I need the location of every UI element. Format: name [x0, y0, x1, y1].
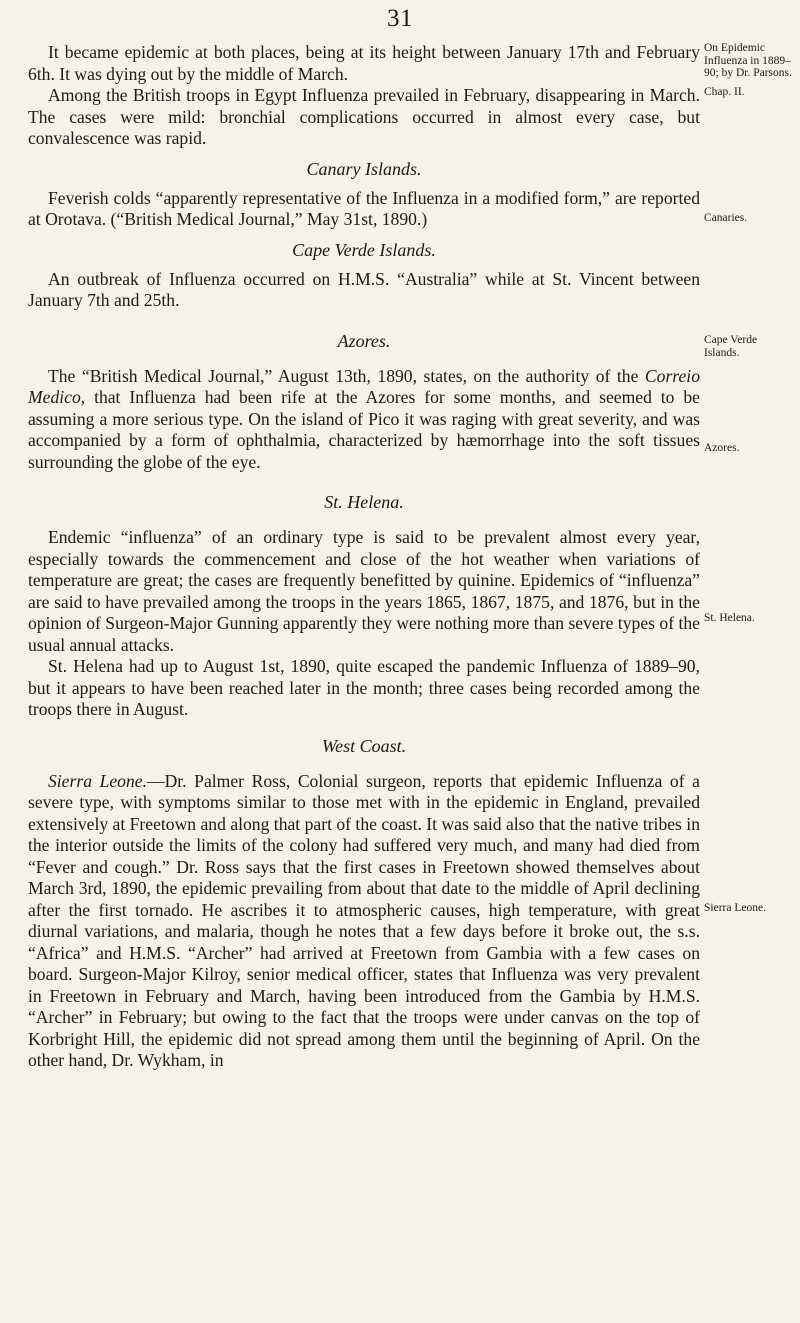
margin-note-canaries: Canaries. [704, 212, 748, 224]
page-number: 31 [387, 5, 413, 32]
cape-verde-paragraph: An outbreak of Influenza occurred on H.M.S. “Australia” while at St. Vincent between January 7th and 25th. [28, 268, 700, 310]
heading-west-coast: West Coast. [321, 735, 407, 756]
intro-paragraph-2: Among the British troops in Egypt Influenza prevailed in February, disappearing in March. The cases were mild: bronchial complications occurred in almost every case, but convalescence was rapid. [28, 85, 700, 148]
canary-paragraph: Feverish colds “apparently representative of the Influenza in a modified form,” are reported at Orotava. (“British Medical Journal,” May 31st, 1890.) [28, 187, 700, 229]
intro-paragraph-1: It became epidemic at both places, being at its height between January 17th and February 6th. It was dying out by the middle of March. [28, 42, 700, 84]
azores-text-b: that Influenza had been rife at the Azores for some months, and seemed to be assuming a more serious type. On the island of Pico it was raging with great severity, and was accompanied by a form of ophthalmia, characterized by hæmorrhage into the soft tissues surrounding the globe of the eye. [28, 387, 700, 472]
margin-note-azores: Azores. [704, 442, 740, 454]
sierra-leone-paragraph [28, 771, 700, 1072]
margin-note-epidemic: On Epidemic Influenza in 1889–90; by Dr. Parsons. [704, 42, 792, 79]
sierra-leone-text: —Dr. Palmer Ross, Colonial surgeon, reports that epidemic Influenza of a severe type, with symptoms similar to those met with in the epidemic in England, prevailed extensively at Freetown and along that part of the coast. It was said also that the native tribes in the interior outside the limits of the colony had suffered very much, and many had died from “Fever and cough.” Dr. Ross says that the first cases in Freetown showed themselves about March 3rd, 1890, the epidemic prevailing from about that date to the middle of April declining after the first tornado. He ascribes it to atmospheric causes, high temperature, with great diurnal variations, and malaria, though he notes that a few days before it broke out, the s.s. “Africa” and H.M.S. “Archer” had arrived at Freetown from Gambia with a few cases on board. Surgeon-Major Kilroy, senior medical officer, states that Influenza was very prevalent in Freetown in February and March, having been introduced from the Gambia by H.M.S. “Archer” in February; but owing to the fact that the troops were under canvas on the top of Korbright Hill, the epidemic did not spread among them until the beginning of April. On the other hand, Dr. Wykham, in [28, 770, 700, 1070]
azores-italic-source: Correio Medico, [28, 365, 700, 407]
st-helena-paragraph-2: St. Helena had up to August 1st, 1890, quite escaped the pandemic Influenza of 1889–90, but it appears to have been reached later in the month; three cases being recorded among the troops there in August. [28, 656, 700, 719]
azores-paragraph [28, 366, 700, 474]
body-text [28, 42, 700, 1072]
margin-note-st-helena: St. Helena. [704, 612, 755, 624]
azores-text-a: The “British Medical Journal,” August 13th, 1890, states, on the authority of the [48, 365, 645, 386]
heading-canary-islands: Canary Islands. [306, 158, 422, 179]
heading-cape-verde-islands: Cape Verde Islands. [292, 239, 436, 260]
margin-note-sierra-leone: Sierra Leone. [704, 902, 766, 914]
margin-note-chapter: Chap. II. [704, 86, 745, 98]
heading-st-helena: St. Helena. [324, 492, 404, 512]
margin-note-cape-verde: Cape Verde Islands. [704, 334, 758, 359]
heading-azores: Azores. [337, 330, 391, 351]
st-helena-paragraph-1: Endemic “influenza” of an ordinary type is said to be prevalent almost every year, especially towards the commencement and close of the hot weather when variations of temperature are great; the cases are frequently benefitted by quinine. Epidemics of “influenza” are said to have prevailed among the troops in the years 1865, 1867, 1875, and 1876, but in the opinion of Surgeon-Major Gunning apparently they were nothing more than severe types of the usual annual attacks. [28, 527, 700, 655]
sierra-leone-italic-heading: Sierra Leone. [48, 770, 147, 791]
